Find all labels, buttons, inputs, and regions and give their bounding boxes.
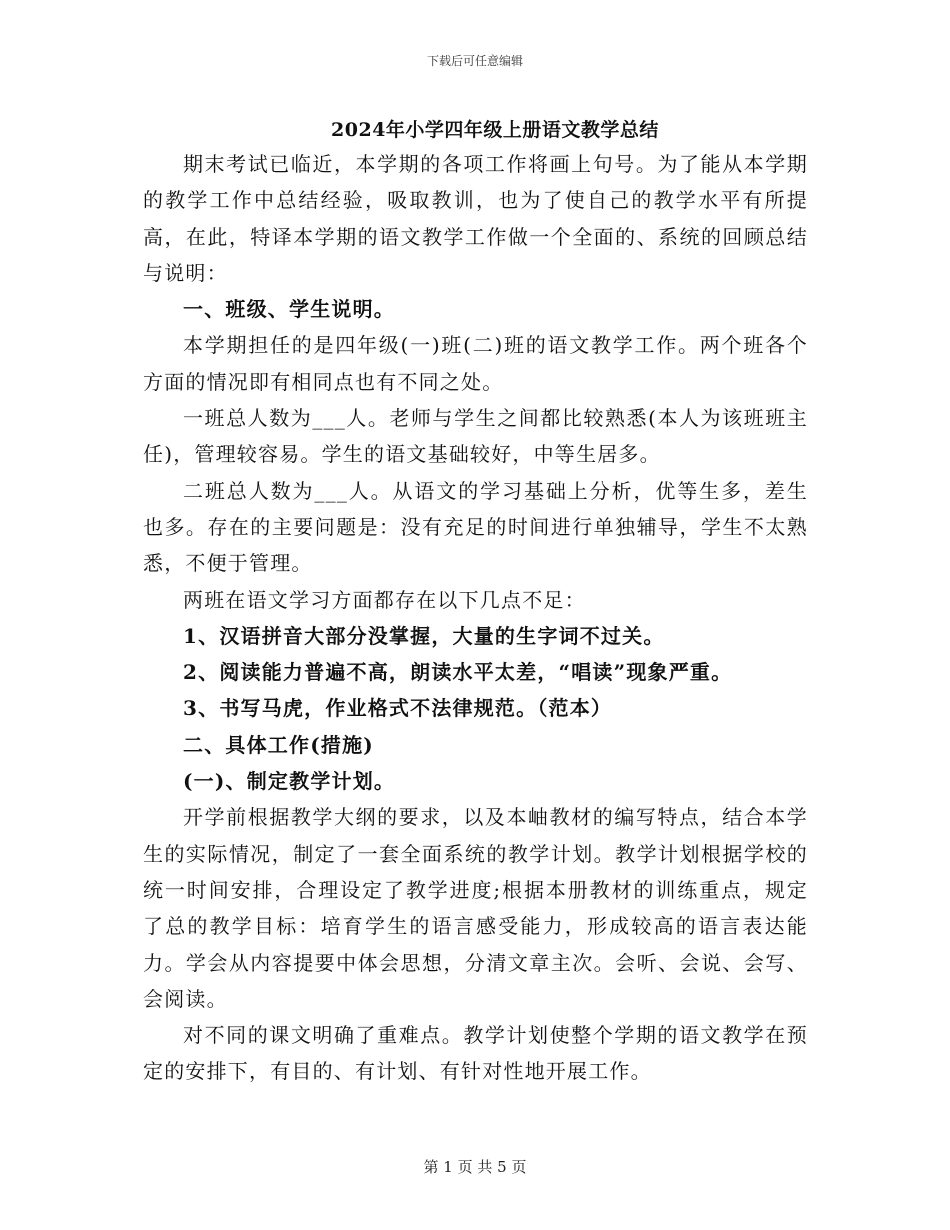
header-note: 下载后可任意编辑 [426, 54, 523, 68]
section-heading-specific-work: 二、具体工作(措施) [183, 732, 374, 757]
subsection-heading-teaching-plan: (一)、制定教学计划。 [183, 769, 396, 794]
paragraph-shortcomings-intro: 两班在语文学习方面都存在以下几点不足： [183, 587, 586, 612]
list-item-shortcoming-1: 1、汉语拼音大部分没掌握，大量的生字词不过关。 [183, 623, 665, 648]
list-item-shortcoming-2: 2、阅读能力普遍不高，朗读水平太差，“唱读”现象严重。 [183, 660, 733, 685]
page-number: 第 1 页 共 5 页 [423, 1158, 527, 1176]
document-title: 2024年小学四年级上册语文教学总结 [331, 119, 659, 141]
section-heading-class-students: 一、班级、学生说明。 [183, 297, 395, 322]
list-item-shortcoming-3: 3、书写马虎，作业格式不法律规范。（范本） [183, 696, 613, 721]
paragraph-class-two: 二班总人数为___人。从语文的学习基础上分析，优等生多，差生也多。存在的主要问题是：没有充足的时间进行单独辅导，学生不太熟悉，不便于管理。 [143, 478, 808, 576]
paragraph-teaching-plan: 开学前根据教学大纲的要求，以及本岫教材的编写特点，结合本学生的实际情况，制定了一套全面系统的教学计划。教学计划根据学校的统一时间安排，合理设定了教学进度;根据本册教材的训练重点，规定了总的教学目标：培育学生的语言感受能力，形成较高的语言表达能力。学会从内容提要中体会思想，分清文章主次。会听、会说、会写、会阅读。 [143, 805, 808, 1011]
paragraph-class-one: 一班总人数为___人。老师与学生之间都比较熟悉(本人为该班班主任)，管理较容易。学生的语文基础较好，中等生居多。 [143, 406, 808, 467]
paragraph-key-points: 对不同的课文明确了重难点。教学计划使整个学期的语文教学在预定的安排下，有目的、有计划、有针对性地开展工作。 [143, 1023, 808, 1084]
document-body [143, 146, 808, 1090]
paragraph-classes-overview: 本学期担任的是四年级(一)班(二)班的语文教学工作。两个班各个方面的情况即有相同点也有不同之处。 [143, 333, 808, 394]
paragraph-intro: 期末考试已临近，本学期的各项工作将画上句号。为了能从本学期的教学工作中总结经验，吸取教训，也为了使自己的教学水平有所提高，在此，特译本学期的语文教学工作做一个全面的、系统的回顾总结与说明： [143, 152, 808, 285]
